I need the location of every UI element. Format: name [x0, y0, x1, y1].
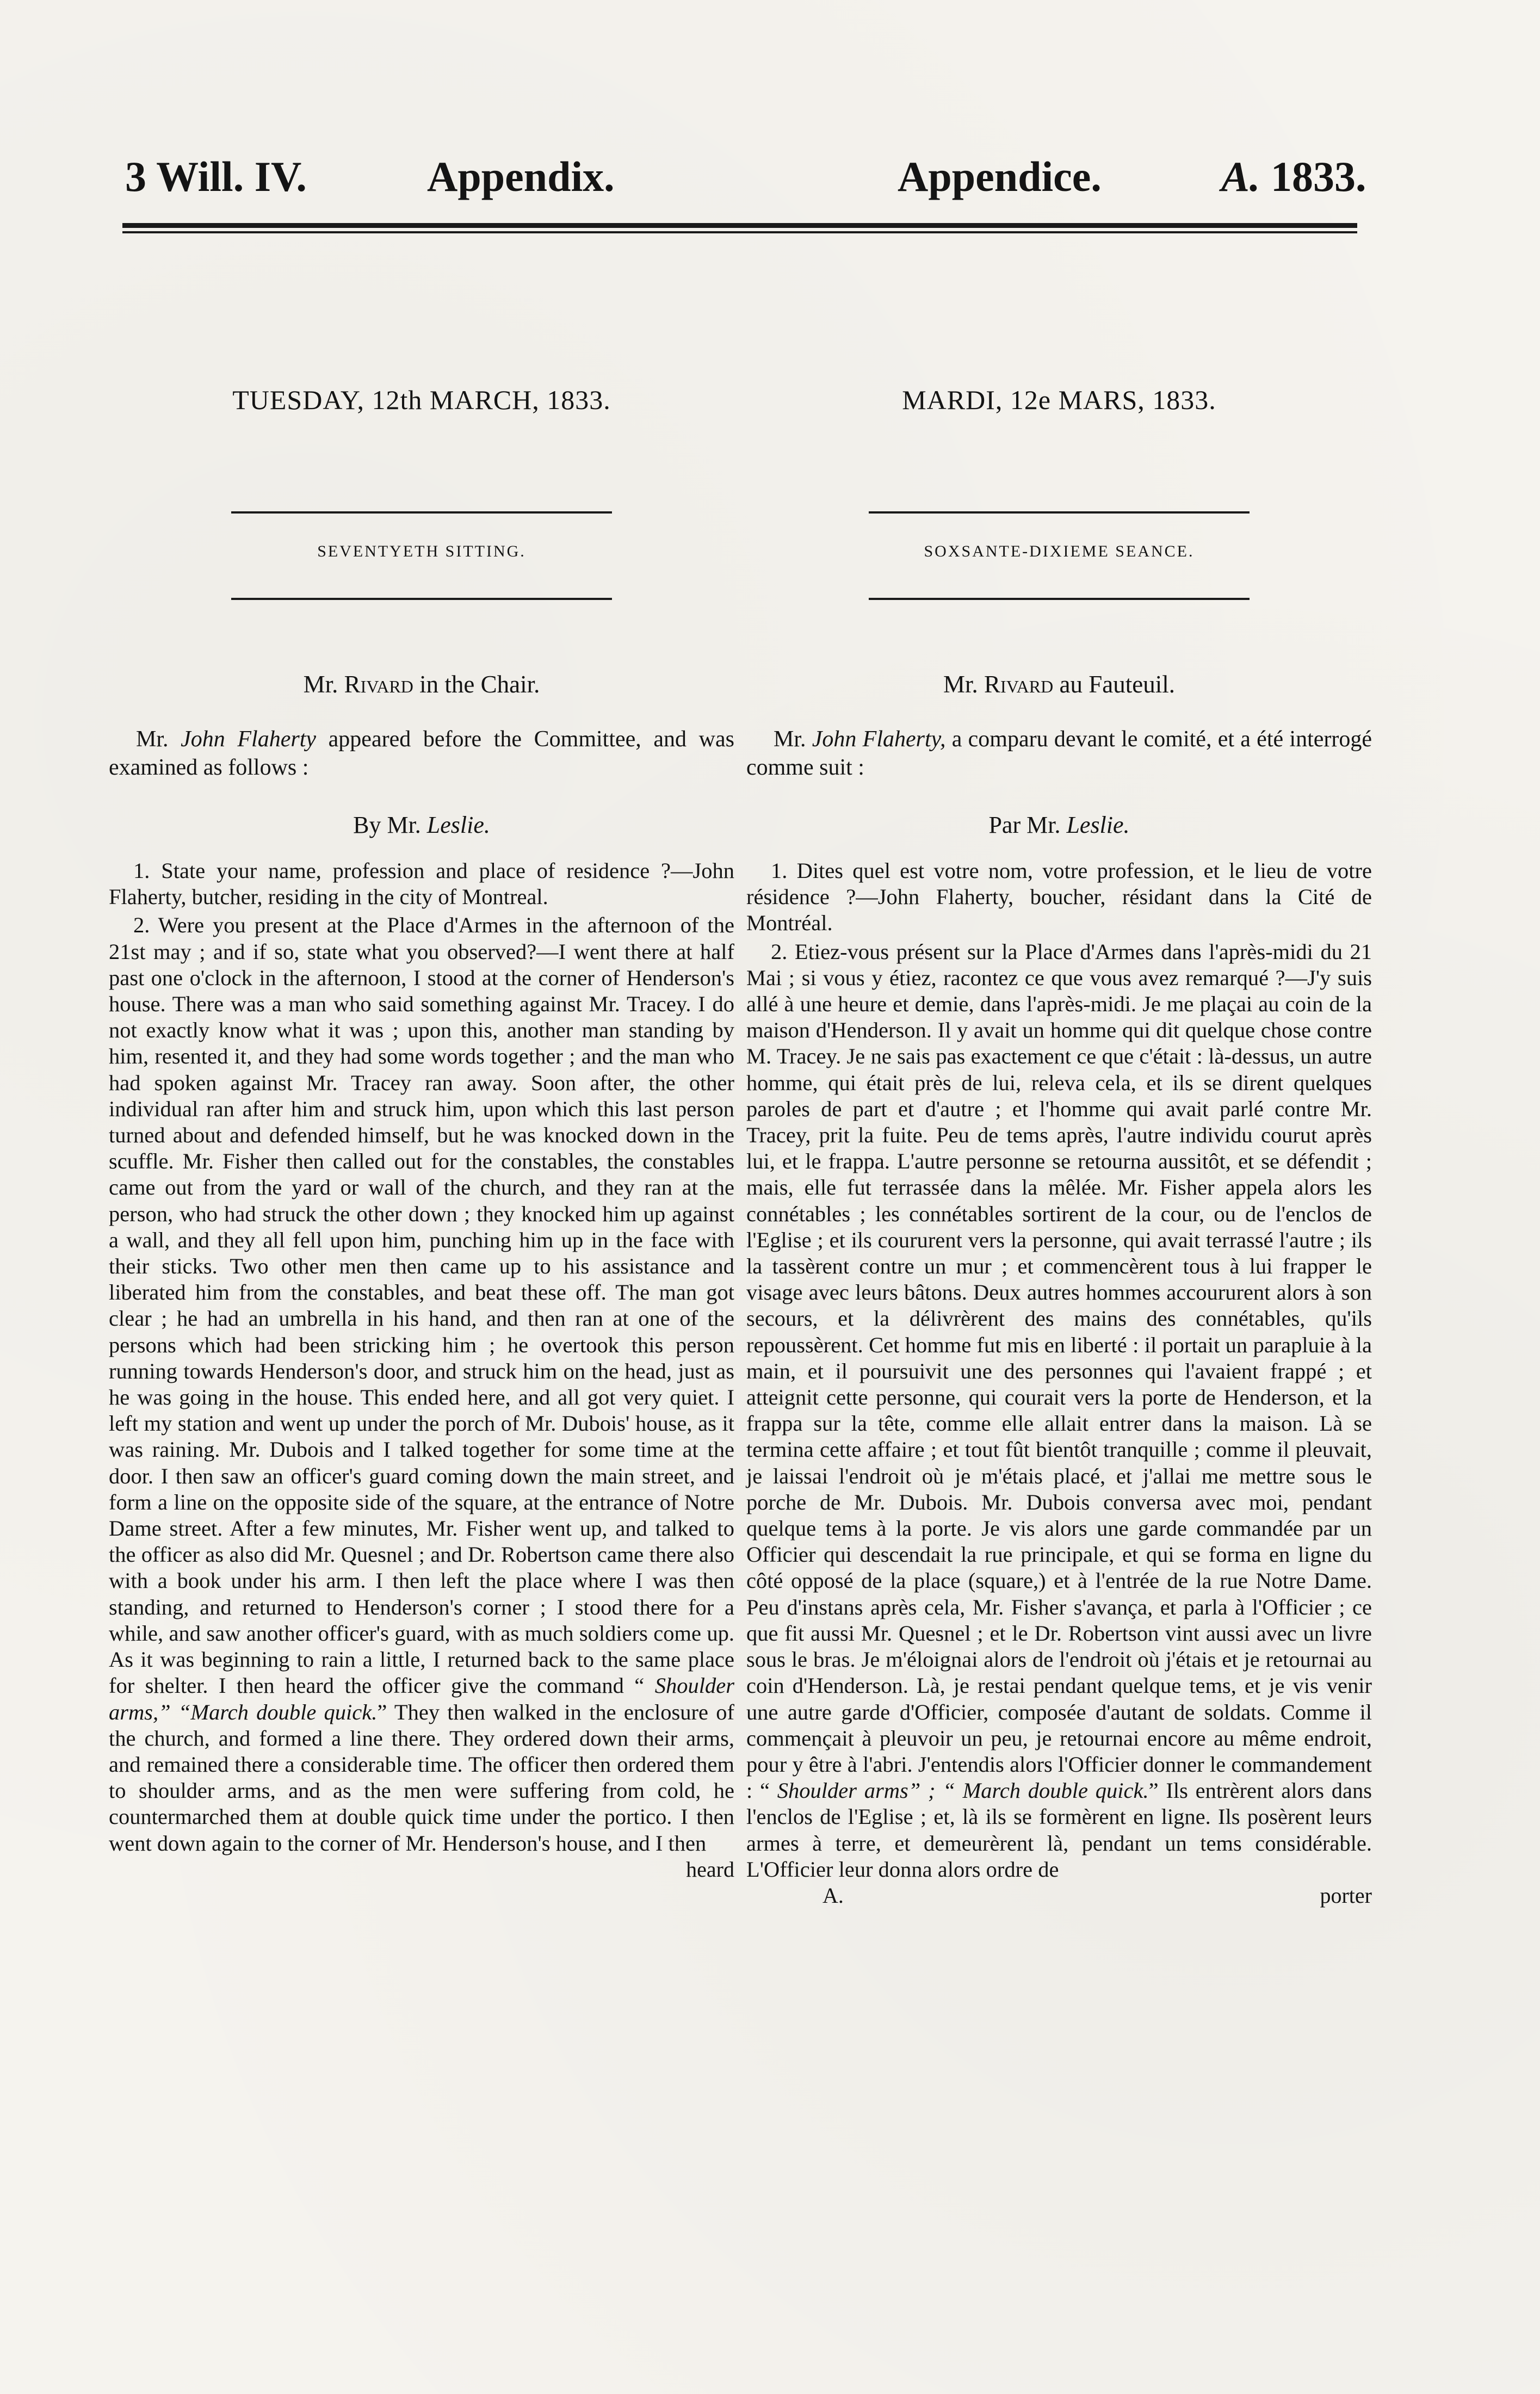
- q2-text-a-fr: 2. Etiez-vous présent sur la Place d'Armes dans l'après-midi du 21 Mai ; si vous y étiez, racontez ce que vous avez remarqué ?—J'y suis allé à une heure et demie, dans l'après-midi. Je me plaçai au coin de la maison d'Henderson. Il y avait un homme qui dit quelque chose contre M. Tracey. Je ne sais pas exactement ce que c'était : là-dessus, un autre homme, qui était près de lui, releva cela, et ils se dirent quelques paroles de part et d'autre ; et l'homme qui avait parlé contre Mr. Tracey, prit la fuite. Peu de tems après, l'autre individu courut après lui, et le frappa. L'autre personne se retourna aussitôt, et se défendit ; mais, elle fut terrassée dans la mêlée. Mr. Fisher appela alors les connétables ; les connétables sortirent de la cour, ou de l'enclos de l'Eglise ; et ils coururent vers la personne, qui avait terrassé l'autre ; ils la tassèrent contre un mur ; et commencèrent tous à lui frapper le visage avec leurs bâtons. Deux autres hommes accoururent alors à son secours, et la délivrèrent des mains des connétables, qu'ils repoussèrent. Cet homme fut mis en liberté : il portait un parapluie à la main, et il poursuivit une des personnes qui l'avaient frappé ; et atteignit cette personne, qui courait vers la porte de Henderson, et la frappa sur la tête, comme elle allait entrer dans la maison. Là se termina cette affaire ; et tout fût bientôt tranquille ; comme il pleuvait, je laissai l'endroit où je m'étais placé, et j'allai me mettre sous le porche de Mr. Dubois. Mr. Dubois conversa avec moi, pendant quelque tems à la porte. Je vis alors une garde commandée par un Officier qui descendait la rue principale, et qui se forma en ligne du côté opposé de la place (square,) et à l'entrée de la rue Notre Dame. Peu d'instans après cela, Mr. Fisher s'avança, et parla à l'Officier ; ce que fit aussi Mr. Quesnel ; et le Dr. Robertson vint aussi avec un livre sous le bras. Je m'éloignai alors de l'endroit où j'étais et je retournai au coin d'Henderson. Là, je restai pendant quelque tems, et je vis venir une autre garde d'Officier, composée d'autant de soldats. Comme il commençait à pleuvoir un peu, je retournai encore au même endroit, pour y être à l'abri. J'entendis alors l'Officier donner le commandement : “: [746, 939, 1372, 1803]
- intro-rest-en: appeared before the Committee, and was examined as follows :: [109, 727, 734, 780]
- catchword-line-fr: [746, 1883, 1372, 1909]
- q2-command-fr: Shoulder arms” ; “ March double quick.: [777, 1778, 1149, 1803]
- intro-en: [109, 725, 734, 782]
- examiner-line-en: [109, 809, 734, 842]
- catchword-line-en: [109, 1857, 734, 1883]
- chair-suffix-fr: au Fauteuil.: [1053, 671, 1175, 698]
- q2-text-a-en: 2. Were you present at the Place d'Armes in the afternoon of the 21st may ; and if so, state what you observed?—I went there at half past one o'clock in the afternoon, I stood at the corner of Henderson's house. There was a man who said something against Mr. Tracey. I do not exactly know what it was ; upon this, another man standing by him, resented it, and they had some words together ; and the man who had spoken against Mr. Tracey ran away. Soon after, the other individual ran after him and struck him, upon which this last person turned about and defended himself, but he was knocked down in the scuffle. Mr. Fisher then called out for the constables, the constables came out from the yard or wall of the church, and they ran at the person, who had struck the other down ; they knocked him up against a wall, and they all fell upon him, punching him up in the face with their sticks. Two other men then came up to his assistance and liberated him from the constables, and beat these off. The man got clear ; he had an umbrella in his hand, and then ran at one of the persons which had been stricking him ; he overtook this person running towards Henderson's door, and struck him on the head, just as he was going in the house. This ended here, and all got very quiet. I left my station and went up under the porch of Mr. Dubois' house, as it was raining. Mr. Dubois and I talked together for some time at the door. I then saw an officer's guard coming down the main street, and form a line on the opposite side of the square, at the entrance of Notre Dame street. After a few minutes, Mr. Fisher went up, and talked to the officer as also did Mr. Quesnel ; and Dr. Robertson came there also with a book under his arm. I then left the place where I was then standing, and returned to Henderson's corner ; I stood there for a while, and saw another officer's guard, with as much soldiers come up. As it was beginning to rain a little, I returned back to the same place for shelter. I then heard the officer give the command “: [109, 913, 734, 1698]
- examiner-name-en: Leslie.: [426, 812, 490, 838]
- examiner-prefix-en: By Mr.: [353, 812, 427, 838]
- chair-name-en: Rivard: [344, 671, 413, 698]
- running-head-session: 3 Will. IV.: [125, 153, 307, 200]
- header-rule-thin: [122, 231, 1357, 233]
- english-column: [109, 375, 734, 1883]
- question-1-fr: 1. Dites quel est votre nom, votre profession, et le lieu de votre résidence ?—John Flaherty, boucher, résidant dans la Cité de Montréal.: [746, 858, 1372, 936]
- examiner-name-fr: Leslie.: [1066, 812, 1130, 838]
- catchword-en: heard: [686, 1857, 734, 1882]
- question-2-fr: [746, 939, 1372, 1883]
- rule-fr-1: [869, 511, 1250, 514]
- q2-command-en: Shoulder arms,” “March double quick.: [109, 1673, 734, 1724]
- signature-mark-fr: A.: [822, 1883, 844, 1908]
- intro-fr: [746, 725, 1372, 782]
- intro-prefix-en: Mr.: [136, 727, 181, 752]
- chair-name-fr: Rivard: [984, 671, 1054, 698]
- chair-line-fr: [746, 668, 1372, 701]
- sitting-heading-fr: SOXSANTE-DIXIEME SEANCE.: [924, 542, 1195, 560]
- question-1-en: 1. State your name, profession and place of residence ?—John Flaherty, butcher, residing in the city of Montreal.: [109, 858, 734, 910]
- q2-text-b-fr: ” Ils entrèrent alors dans l'enclos de l'Eglise ; et, là ils se formèrent en ligne. Ils posèrent leurs armes à terre, et demeurèrent là, pendant un tems considérable. L'Officier leur donna alors ordre de: [746, 1778, 1372, 1882]
- rule-en-1: [231, 511, 612, 514]
- french-column: [746, 375, 1372, 1909]
- chair-prefix-fr: Mr.: [943, 671, 985, 698]
- witness-name-fr: John Flaherty,: [812, 727, 946, 752]
- chair-suffix-en: in the Chair.: [413, 671, 540, 698]
- rule-en-2: [231, 598, 612, 600]
- running-head-appendix-en: Appendix.: [427, 153, 615, 200]
- chair-prefix-en: Mr.: [303, 671, 344, 698]
- catchword-fr: porter: [1320, 1883, 1372, 1908]
- examiner-line-fr: [746, 809, 1372, 842]
- header-rule-thick: [122, 223, 1357, 228]
- date-heading-fr: MARDI, 12e MARS, 1833.: [902, 385, 1216, 415]
- question-2-en: [109, 912, 734, 1856]
- year: 1833.: [1271, 153, 1366, 200]
- running-head-appendix-fr: Appendice.: [898, 153, 1102, 200]
- witness-name-en: John Flaherty: [181, 727, 317, 752]
- intro-prefix-fr: Mr.: [774, 727, 812, 752]
- examiner-prefix-fr: Par Mr.: [988, 812, 1067, 838]
- intro-rest-fr: a comparu devant le comité, et a été interrogé comme suit :: [746, 727, 1372, 780]
- date-heading-en: TUESDAY, 12th MARCH, 1833.: [232, 385, 611, 415]
- q2-text-b-en: ” They then walked in the enclosure of the church, and formed a line there. They ordered down their arms, and remained there a considerable time. The officer then ordered them to shoulder arms, and as the men were suffering from cold, he countermarched them at double quick time under the portico. I then went down again to the corner of Mr. Henderson's house, and I then: [109, 1699, 734, 1855]
- sig-letter: A.: [1221, 153, 1260, 200]
- rule-fr-2: [869, 598, 1250, 600]
- running-head-year: [1221, 150, 1366, 204]
- chair-line-en: [109, 668, 734, 701]
- sitting-heading-en: SEVENTYETH SITTING.: [317, 542, 526, 560]
